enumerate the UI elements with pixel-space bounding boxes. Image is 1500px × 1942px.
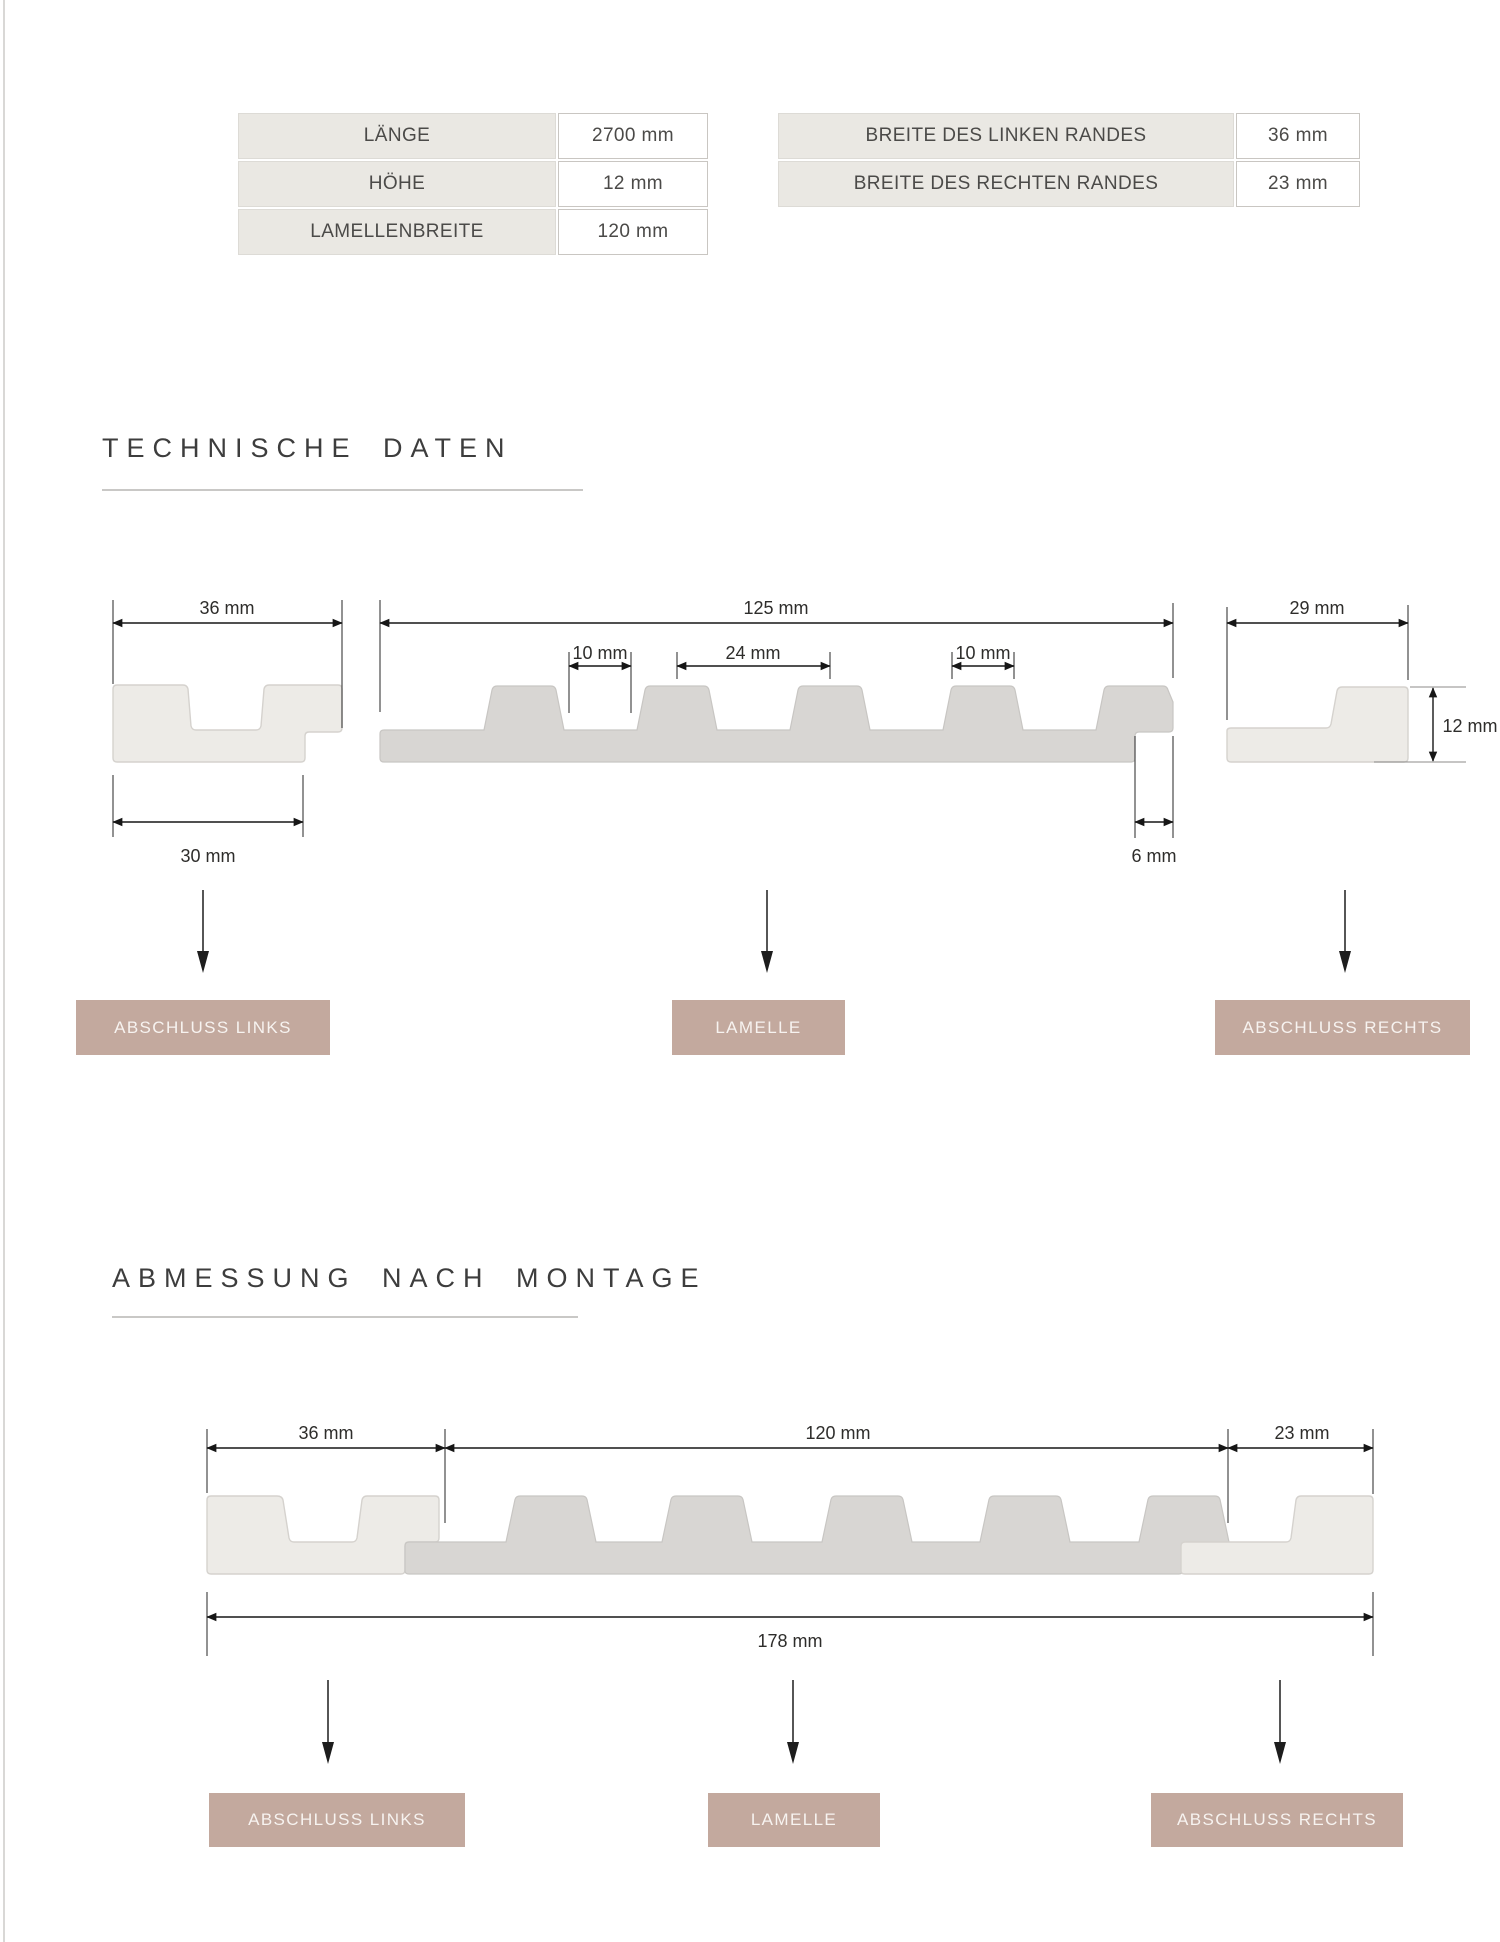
dim-trim-left-top: 36 mm bbox=[199, 598, 255, 618]
pointer-arrow-middle bbox=[787, 1680, 799, 1764]
profile-lamelle bbox=[380, 598, 1177, 866]
section-underline bbox=[112, 1316, 578, 1318]
spec-label-linker-rand: BREITE DES LINKEN RANDES bbox=[778, 113, 1234, 159]
spec-value-lamellenbreite: 120 mm bbox=[558, 209, 708, 255]
spec-value-laenge: 2700 mm bbox=[558, 113, 708, 159]
dim-lamelle-ridge: 10 mm bbox=[955, 643, 1011, 663]
montage-drawing bbox=[150, 1420, 1410, 1780]
part-label-abschluss-links: ABSCHLUSS LINKS bbox=[76, 1000, 330, 1055]
montage-lamelle-shape bbox=[405, 1496, 1229, 1574]
spec-table-left bbox=[238, 113, 708, 255]
pointer-arrow-right bbox=[1274, 1680, 1286, 1764]
dim-montage-right: 23 mm bbox=[1274, 1423, 1330, 1443]
arrow-head-icon bbox=[1274, 1742, 1286, 1764]
page-edge-line bbox=[3, 0, 5, 1942]
arrow-head-icon bbox=[1339, 951, 1351, 973]
pointer-arrow-left bbox=[322, 1680, 334, 1764]
montage-trim-left-shape bbox=[207, 1496, 439, 1574]
arrow-head-icon bbox=[787, 1742, 799, 1764]
dim-montage-middle: 120 mm bbox=[805, 1423, 871, 1443]
dim-trim-right: 29 mm bbox=[1289, 598, 1345, 618]
dim-lamelle-pitch: 24 mm bbox=[725, 643, 781, 663]
technical-drawing bbox=[80, 560, 1500, 1020]
pointer-arrow-right bbox=[1339, 890, 1351, 973]
trim-right-shape bbox=[1227, 687, 1408, 762]
trim-left-shape bbox=[113, 685, 342, 762]
dim-lamelle-total: 125 mm bbox=[743, 598, 809, 618]
table-row bbox=[238, 113, 708, 159]
arrow-head-icon bbox=[322, 1742, 334, 1764]
lamelle-shape bbox=[380, 686, 1173, 762]
spec-value-hoehe: 12 mm bbox=[558, 161, 708, 207]
table-row bbox=[778, 113, 1360, 159]
section-title-technische-daten: TECHNISCHE DATEN bbox=[102, 433, 513, 463]
spec-label-laenge: LÄNGE bbox=[238, 113, 556, 159]
spec-value-linker-rand: 36 mm bbox=[1236, 113, 1360, 159]
dim-panel-height: 12 mm bbox=[1442, 716, 1498, 736]
table-row bbox=[778, 161, 1360, 207]
spec-table-right bbox=[778, 113, 1360, 207]
spec-label-hoehe: HÖHE bbox=[238, 161, 556, 207]
part-label-lamelle: LAMELLE bbox=[672, 1000, 845, 1055]
pointer-arrow-left bbox=[197, 890, 209, 973]
table-row bbox=[238, 161, 708, 207]
arrow-head-icon bbox=[197, 951, 209, 973]
arrow-head-icon bbox=[761, 951, 773, 973]
dim-lamelle-gap: 10 mm bbox=[572, 643, 628, 663]
profile-abschluss-links bbox=[113, 598, 342, 866]
pointer-arrow-middle bbox=[761, 890, 773, 973]
table-row bbox=[238, 209, 708, 255]
part-label-abschluss-rechts: ABSCHLUSS RECHTS bbox=[1151, 1793, 1403, 1847]
dim-montage-left: 36 mm bbox=[298, 1423, 354, 1443]
dim-lamelle-notch: 6 mm bbox=[1131, 846, 1177, 866]
section-underline bbox=[102, 489, 583, 491]
dim-trim-left-bottom: 30 mm bbox=[180, 846, 236, 866]
spec-label-rechter-rand: BREITE DES RECHTEN RANDES bbox=[778, 161, 1234, 207]
part-label-abschluss-links: ABSCHLUSS LINKS bbox=[209, 1793, 465, 1847]
dim-montage-total: 178 mm bbox=[757, 1631, 823, 1651]
section-title-abmessung-nach-montage: ABMESSUNG NACH MONTAGE bbox=[112, 1263, 707, 1293]
part-label-abschluss-rechts: ABSCHLUSS RECHTS bbox=[1215, 1000, 1470, 1055]
spec-value-rechter-rand: 23 mm bbox=[1236, 161, 1360, 207]
montage-dimension-total bbox=[207, 1592, 1373, 1656]
part-label-lamelle: LAMELLE bbox=[708, 1793, 880, 1847]
profile-abschluss-rechts bbox=[1227, 598, 1498, 762]
spec-label-lamellenbreite: LAMELLENBREITE bbox=[238, 209, 556, 255]
